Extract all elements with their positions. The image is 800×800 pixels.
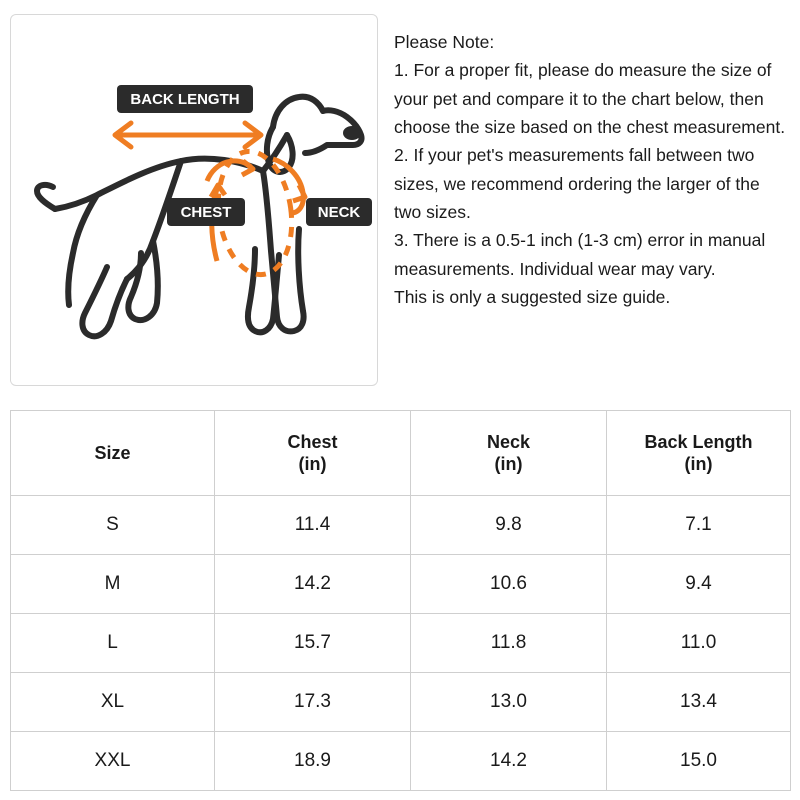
cell-chest: 14.2 [215,555,411,614]
header-neck [411,411,607,496]
cell-chest: 11.4 [215,496,411,555]
cell-back-length: 11.0 [607,614,791,673]
header-back-length [607,411,791,496]
header-neck-unit: (in) [494,454,523,474]
please-note-block [378,14,790,311]
table-row [11,673,791,732]
table-row [11,732,791,791]
table-row [11,555,791,614]
cell-neck: 9.8 [411,496,607,555]
cell-size: S [11,496,215,555]
back-length-arrow [115,123,261,147]
cell-back-length: 9.4 [607,555,791,614]
cell-neck: 13.0 [411,673,607,732]
cell-neck: 14.2 [411,732,607,791]
cell-back-length: 13.4 [607,673,791,732]
header-chest [215,411,411,496]
neck-label [306,198,372,226]
top-section [10,14,790,396]
table-row [11,614,791,673]
cell-size: M [11,555,215,614]
back-length-label [117,85,253,113]
chest-label [167,198,245,226]
note-heading: Please Note: [394,32,495,52]
cell-size: XXL [11,732,215,791]
table-header-row [11,411,791,496]
header-size-title: Size [94,442,131,463]
dog-nose [343,126,361,140]
chest-label-text: CHEST [180,204,232,221]
header-neck-title: Neck [486,431,531,452]
cell-neck: 10.6 [411,555,607,614]
note-line-3: 3. There is a 0.5-1 inch (1-3 cm) error in manual measurements. Individual wear may vary. [394,230,766,279]
header-back-length-title: Back Length [644,431,753,452]
size-chart-table [10,410,791,791]
note-line-4: This is only a suggested size guide. [394,287,671,308]
cell-back-length: 15.0 [607,732,791,791]
neck-label-text: NECK [317,204,361,221]
cell-chest: 15.7 [215,614,411,673]
header-back-length-unit: (in) [684,454,713,474]
cell-chest: 18.9 [215,732,411,791]
table-row [11,496,791,555]
cell-back-length: 7.1 [607,496,791,555]
dog-illustration [11,15,377,385]
header-size [11,411,215,496]
back-length-label-text: BACK LENGTH [130,91,240,108]
header-chest-unit: (in) [298,454,327,474]
note-line-1: 1. For a proper fit, please do measure the size of your pet and compare it to the chart below, then choose the size based on the chest measurement. [394,60,786,138]
cell-neck: 11.8 [411,614,607,673]
cell-size: L [11,614,215,673]
dog-measurement-diagram [10,14,378,386]
size-table-wrapper [10,410,790,791]
cell-size: XL [11,673,215,732]
header-chest-title: Chest [287,431,338,452]
cell-chest: 17.3 [215,673,411,732]
note-line-2: 2. If your pet's measurements fall between two sizes, we recommend ordering the larger of the two sizes. [394,145,760,223]
